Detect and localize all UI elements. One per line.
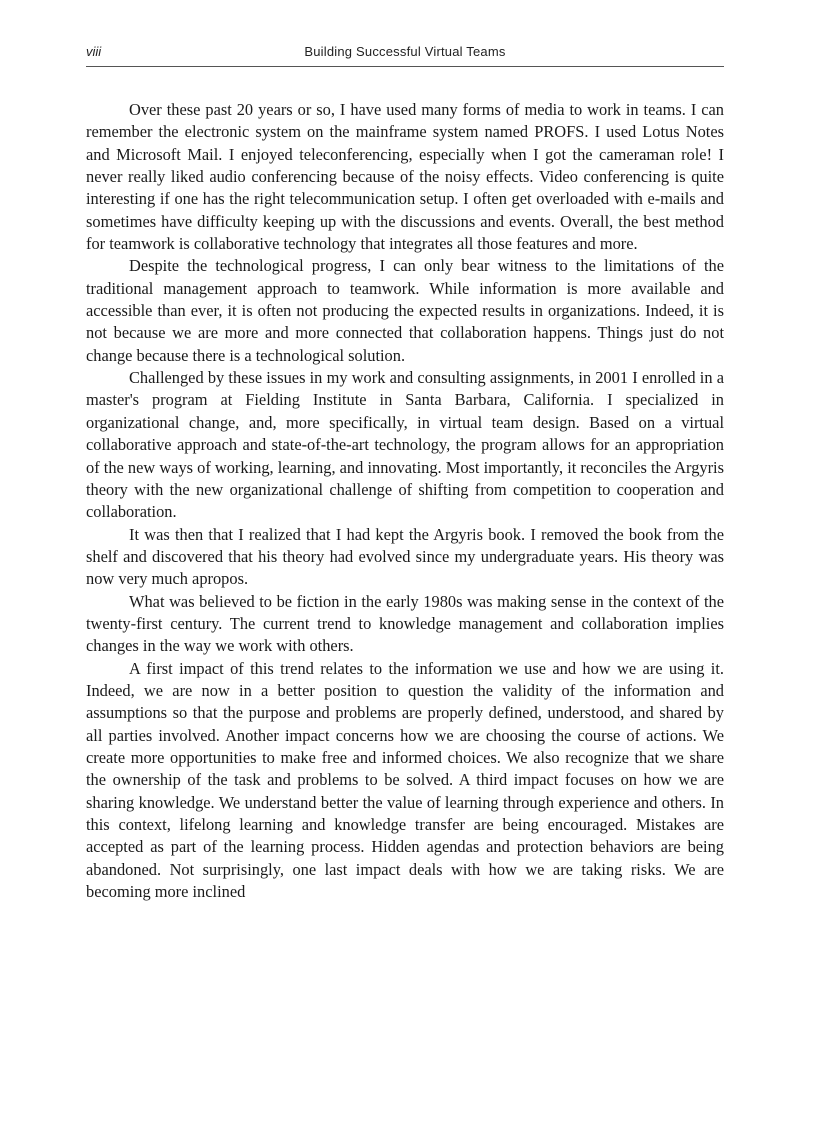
paragraph: Over these past 20 years or so, I have used many forms of media to work in teams. I can remember the electronic system on the mainframe system named PROFS. I used Lotus Notes and Microsoft Mail. I enjoyed teleconferencing, especially when I got the cameraman role! I never really liked audio conferencing because of the noisy effects. Video conferencing is quite interesting if one has the right telecommunication setup. I often get overloaded with e-mails and sometimes have difficulty keeping up with the discussions and events. Overall, the best method for teamwork is collaborative technology that integrates all those features and more. (86, 100, 724, 254)
book-title: Building Successful Virtual Teams (304, 44, 506, 59)
paragraph: Challenged by these issues in my work and consulting assignments, in 2001 I enrolled in a master's program at Fielding Institute in Santa Barbara, California. I specialized in organizational change, and, more specifically, in virtual team design. Based on a virtual collaborative approach and state-of-the-art technology, the program allows for an appropriation of the new ways of working, learning, and innovating. Most importantly, it reconciles the Argyris theory with the new organizational challenge of shifting from competition to cooperation and collaboration. (86, 368, 724, 522)
running-header (86, 40, 724, 67)
page-number: viii (86, 44, 102, 59)
paragraph: A first impact of this trend relates to the information we use and how we are using it. Indeed, we are now in a better position to question the validity of the information and assumptions so that the purpose and problems are properly defined, understood, and shared by all parties involved. Another impact concerns how we are choosing the course of actions. We create more opportunities to make free and informed choices. We also recognize that we share the ownership of the task and problems to be solved. A third impact focuses on how we are sharing knowledge. We understand better the value of learning through experience and others. In this context, lifelong learning and knowledge transfer are being encouraged. Mistakes are accepted as part of the learning process. Hidden agendas and protection behaviors are being abandoned. Not surprisingly, one last impact deals with how we are taking risks. We are becoming more inclined (86, 658, 724, 902)
body-text (86, 99, 724, 903)
paragraph: Despite the technological progress, I can only bear witness to the limitations of the traditional management approach to teamwork. While information is more available and accessible than ever, it is often not producing the expected results in organizations. Indeed, it is not because we are more and more connected that collaboration happens. Things just do not change because there is a technological solution. (86, 256, 724, 365)
paragraph: It was then that I realized that I had kept the Argyris book. I removed the book from the shelf and discovered that his theory had evolved since my undergraduate years. His theory was now very much apropos. (86, 524, 724, 589)
paragraph: What was believed to be fiction in the early 1980s was making sense in the context of the twenty-first century. The current trend to knowledge management and collaboration implies changes in the way we work with others. (86, 591, 724, 656)
